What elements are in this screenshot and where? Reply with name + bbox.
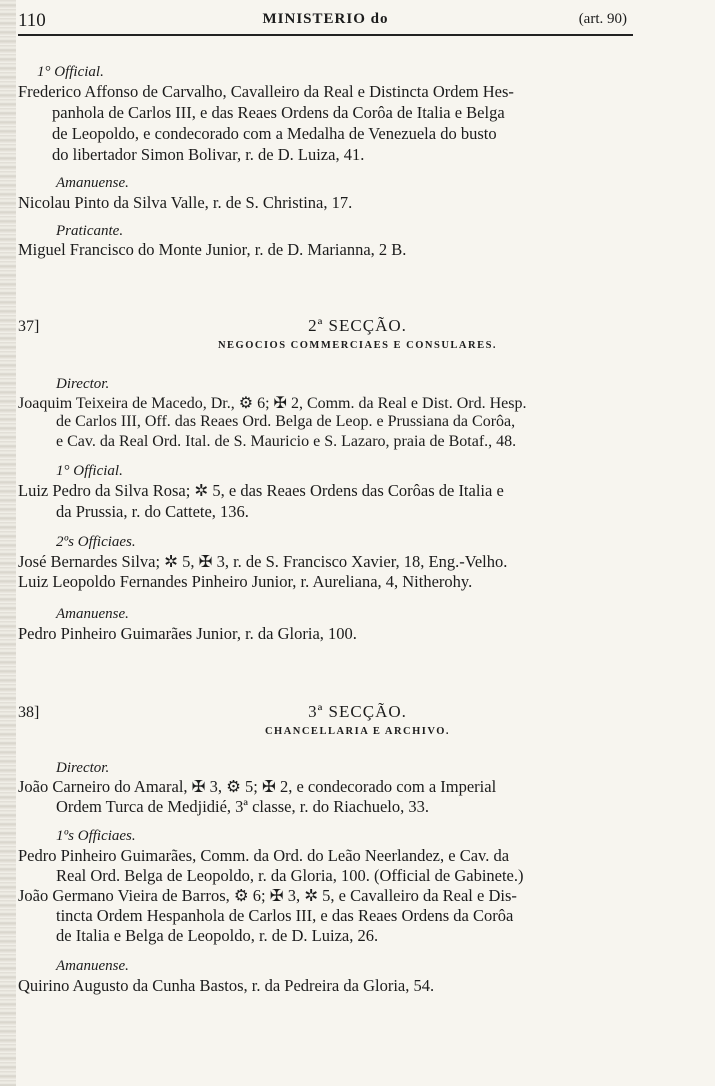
role-director: Director. xyxy=(56,760,110,776)
role-second-officials: 2ºs Officiaes. xyxy=(56,534,136,550)
entry-line: Real Ord. Belga de Leopoldo, r. da Gloria, 100. (Official de Gabinete.) xyxy=(56,866,524,885)
section-subtitle: NEGOCIOS COMMERCIAES E CONSULARES. xyxy=(217,340,498,351)
entry-line: tincta Ordem Hespanhola de Carlos III, e das Reaes Ordens da Corôa xyxy=(56,906,514,925)
page-number: 110 xyxy=(18,10,46,31)
page-header xyxy=(18,8,633,36)
role-director: Director. xyxy=(56,376,110,392)
article-ref: (art. 90) xyxy=(578,11,627,27)
section-number: 38] xyxy=(18,704,40,721)
entry-line: Frederico Affonso de Carvalho, Cavalleiro da Real e Distincta Ordem Hes- xyxy=(18,82,514,101)
section-title: 2ª SECÇÃO. xyxy=(308,316,407,335)
role-amanuense: Amanuense. xyxy=(56,958,129,974)
section-number: 37] xyxy=(18,318,40,335)
entry-line: do libertador Simon Bolivar, r. de D. Luiza, 41. xyxy=(52,145,365,164)
entry-line: Joaquim Teixeira de Macedo, Dr., ⚙ 6; ✠ 2, Comm. da Real e Dist. Ord. Hesp. xyxy=(18,395,527,412)
role-amanuense: Amanuense. xyxy=(56,606,129,622)
section-subtitle: CHANCELLARIA E ARCHIVO. xyxy=(264,726,451,737)
entry-line: Pedro Pinheiro Guimarães, Comm. da Ord. do Leão Neerlandez, e Cav. da xyxy=(18,846,510,865)
page-edge xyxy=(0,0,16,1086)
entry-line: de Leopoldo, e condecorado com a Medalha de Venezuela do busto xyxy=(52,124,497,143)
role-amanuense: Amanuense. xyxy=(56,175,129,191)
entry-line: José Bernardes Silva; ✲ 5, ✠ 3, r. de S. Francisco Xavier, 18, Eng.-Velho. xyxy=(18,552,508,571)
entry-line: panhola de Carlos III, e das Reaes Ordens da Corôa de Italia e Belga xyxy=(52,103,505,122)
role-first-officials: 1ºs Officiaes. xyxy=(56,828,136,844)
entry-line: João Carneiro do Amaral, ✠ 3, ⚙ 5; ✠ 2, e condecorado com a Imperial xyxy=(18,777,497,796)
role-first-official: 1° Official. xyxy=(37,64,104,80)
entry-line: Quirino Augusto da Cunha Bastos, r. da Pedreira da Gloria, 54. xyxy=(18,976,435,995)
entry-line: Nicolau Pinto da Silva Valle, r. de S. Christina, 17. xyxy=(18,193,353,212)
role-first-official: 1° Official. xyxy=(56,463,123,479)
section-title: 3ª SECÇÃO. xyxy=(308,702,407,721)
entry-line: Miguel Francisco do Monte Junior, r. de D. Marianna, 2 B. xyxy=(18,240,407,259)
entry-line: Luiz Leopoldo Fernandes Pinheiro Junior, r. Aureliana, 4, Nitherohy. xyxy=(18,572,473,591)
running-title: MINISTERIO do xyxy=(262,11,389,27)
entry-line: Pedro Pinheiro Guimarães Junior, r. da Gloria, 100. xyxy=(18,624,357,643)
entry-line: Ordem Turca de Medjidié, 3ª classe, r. do Riachuelo, 33. xyxy=(56,797,429,816)
entry-line: e Cav. da Real Ord. Ital. de S. Mauricio e S. Lazaro, praia de Botaf., 48. xyxy=(56,433,517,450)
role-praticante: Praticante. xyxy=(56,223,124,239)
entry-line: de Carlos III, Off. das Reaes Ord. Belga de Leop. e Prussiana da Corôa, xyxy=(56,413,516,430)
entry-line: João Germano Vieira de Barros, ⚙ 6; ✠ 3, ✲ 5, e Cavalleiro da Real e Dis- xyxy=(18,886,517,905)
entry-line: da Prussia, r. do Cattete, 136. xyxy=(56,502,249,521)
entry-line: Luiz Pedro da Silva Rosa; ✲ 5, e das Reaes Ordens das Corôas de Italia e xyxy=(18,481,504,500)
entry-line: de Italia e Belga de Leopoldo, r. de D. Luiza, 26. xyxy=(56,926,379,945)
